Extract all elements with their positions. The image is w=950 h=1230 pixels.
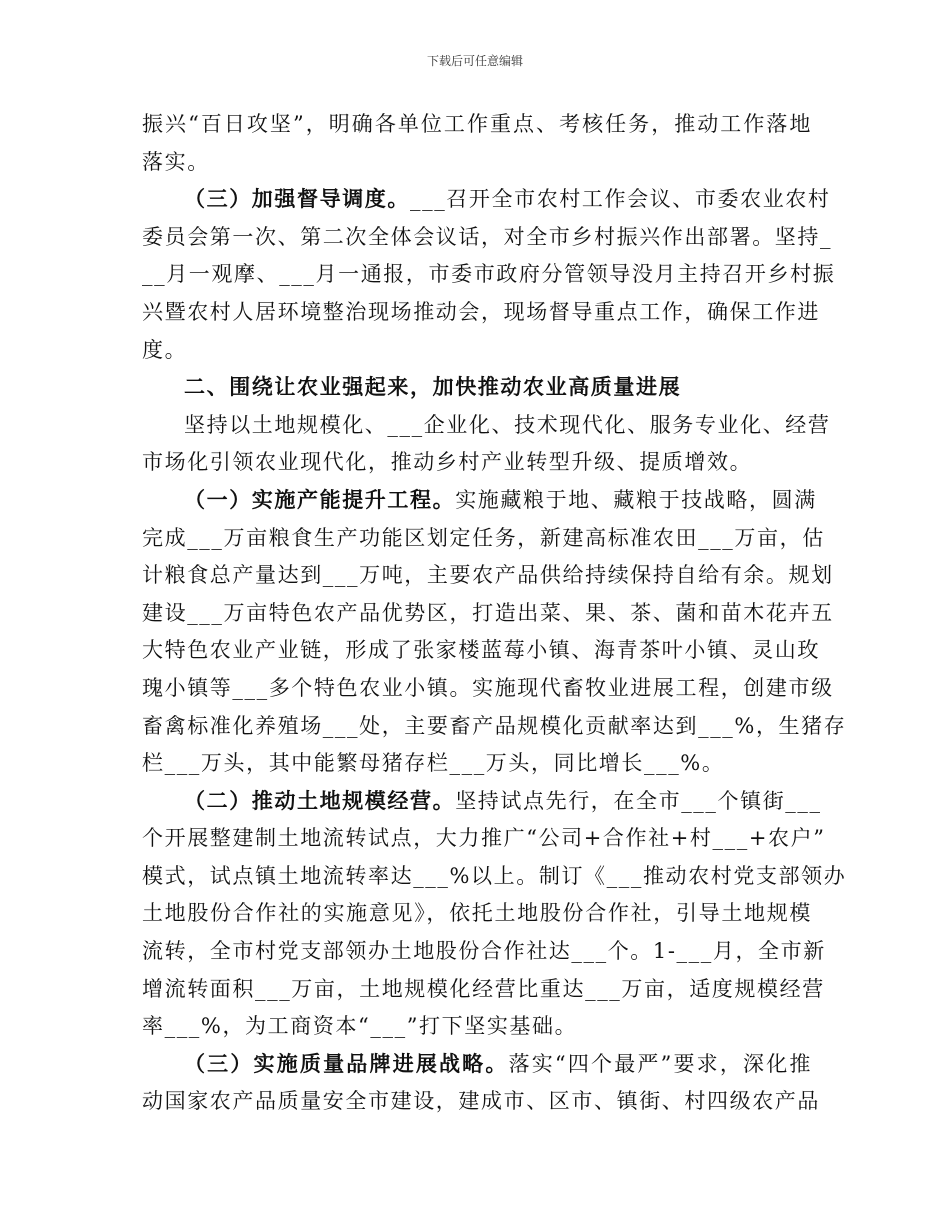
text-line: 建设___万亩特色农产品优势区，打造出菜、果、茶、菌和苗木花卉五 xyxy=(142,600,834,625)
text-line: 土地股份合作社的实施意见》，依托土地股份合作社，引导土地规模 xyxy=(142,901,812,926)
text-line: 栏___万头，其中能繁母猪存栏___万头，同比增长___%。 xyxy=(142,751,725,776)
text-line: 畜禽标准化养殖场___处，主要畜产品规模化贡献率达到___%，生猪存 xyxy=(142,713,847,738)
text-line: __月一观摩、___月一通报，市委市政府分管领导没月主持召开乡村振 xyxy=(142,262,836,287)
text-span: 落实“四个最严”要求，深化推 xyxy=(508,1051,813,1076)
text-line: 度。 xyxy=(142,337,188,362)
text-line: 市场化引领农业现代化，推动乡村产业转型升级、提质增效。 xyxy=(142,450,753,475)
section-heading: （二）推动土地规模经营。 xyxy=(184,788,456,813)
text-line: 增流转面积___万亩，土地规模化经营比重达___万亩，适度规模经营 xyxy=(142,976,825,1001)
text-span: ___召开全市农村工作会议、市委农业农村 xyxy=(410,187,831,212)
text-line: 落实。 xyxy=(142,149,210,174)
text-span: 坚持试点先行，在全市___个镇街___ xyxy=(455,788,822,813)
text-line: 大特色农业产业链，形成了张家楼蓝莓小镇、海青茶叶小镇、灵山玫 xyxy=(142,638,820,663)
section-heading: （三）实施质量品牌进展战略。 xyxy=(184,1051,509,1076)
chapter-heading: 二、围绕让农业强起来，加快推动农业高质量进展 xyxy=(184,375,682,400)
text-line: 率___%，为工商资本“___”打下坚实基础。 xyxy=(142,1014,578,1039)
paragraph-start-line xyxy=(142,783,822,821)
paragraph-start-line xyxy=(142,1046,812,1084)
text-line: 动国家农产品质量安全市建设，建成市、区市、镇街、村四级农产品 xyxy=(142,1089,820,1114)
text-line: 坚持以土地规模化、___企业化、技术现代化、服务专业化、经营 xyxy=(184,412,831,437)
text-line: 流转，全市村党支部领办土地股份合作社达___个。1-___月，全市新 xyxy=(142,939,826,964)
section-heading: （三）加强督导调度。 xyxy=(184,187,410,212)
text-span: 实施藏粮于地、藏粮于技战略，圆满 xyxy=(455,487,817,512)
text-line: 计粮食总产量达到___万吨，主要农产品供给持续保持自给有余。规划 xyxy=(142,563,834,588)
text-line: 委员会第一次、第二次全体会议话，对全市乡村振兴作出部署。坚持_ xyxy=(142,224,833,249)
paragraph-start-line xyxy=(142,482,817,520)
text-line: 模式，试点镇土地流转率达___%以上。制订《___推动农村党支部领办 xyxy=(142,863,847,888)
section-heading: （一）实施产能提升工程。 xyxy=(184,487,456,512)
text-line: 兴暨农村人居环境整治现场推动会，现场督导重点工作，确保工作进 xyxy=(142,299,820,324)
page-header: 下载后可任意编辑 xyxy=(426,54,523,68)
text-line: 个开展整建制土地流转试点，大力推广“公司+合作社+村___+农户” xyxy=(142,826,826,851)
paragraph-start-line xyxy=(142,181,831,219)
text-line: 瑰小镇等___多个特色农业小镇。实施现代畜牧业进展工程，创建市级 xyxy=(142,675,834,700)
document-body xyxy=(142,106,847,1121)
text-line: 完成___万亩粮食生产功能区划定任务，新建高标准农田___万亩，估 xyxy=(142,525,825,550)
text-line: 振兴“百日攻坚”，明确各单位工作重点、考核任务，推动工作落地 xyxy=(142,112,812,136)
